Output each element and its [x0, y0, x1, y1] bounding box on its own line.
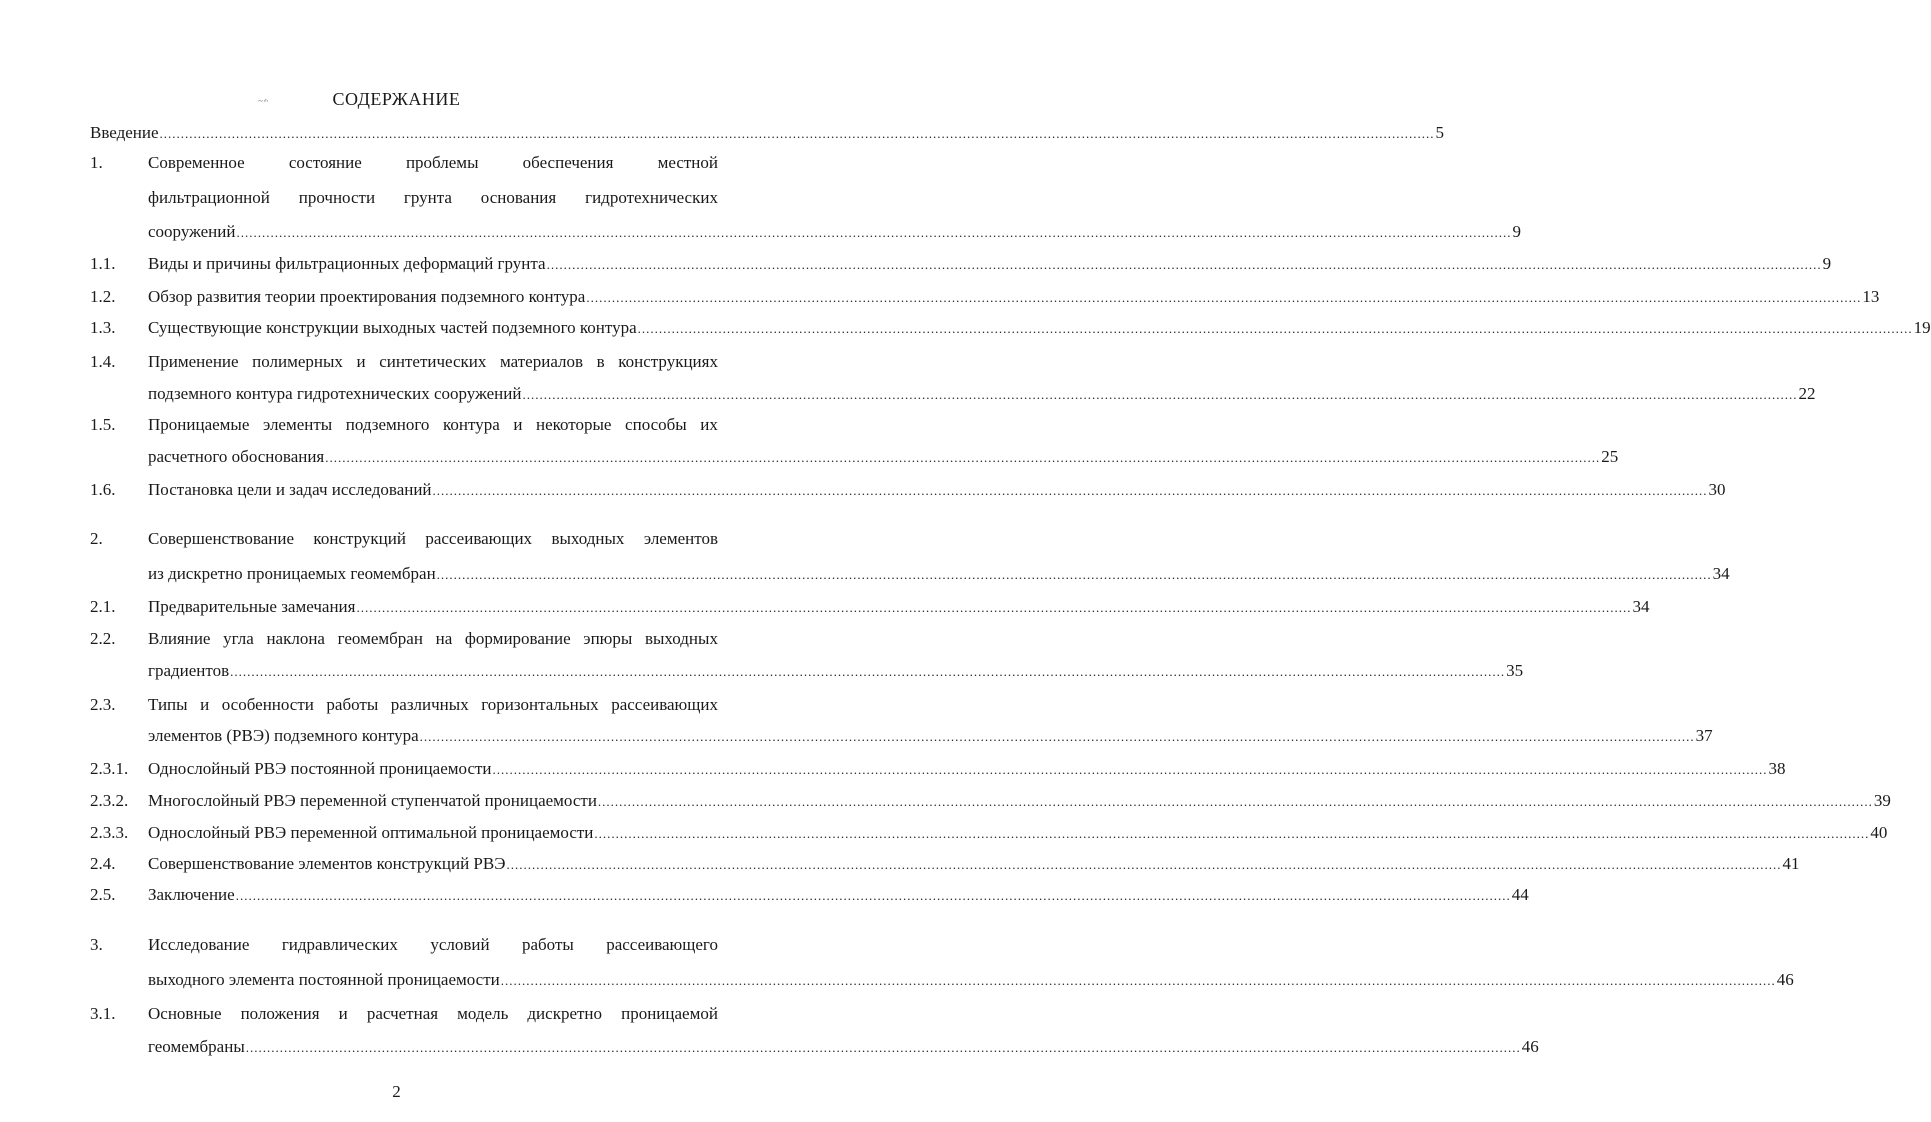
dot-leader: ............................................................................................................................................................................................................................................................................................................	[506, 857, 1782, 872]
toc-entry-number: 2.4.	[90, 854, 116, 873]
toc-entry-title: Совершенствование элементов конструкций РВЭ ............................................................................................................................................................................................................................................................................................................ 41	[148, 852, 718, 876]
toc-entry-page: 35	[1506, 661, 1524, 680]
dot-leader: ............................................................................................................................................................................................................................................................................................................	[500, 973, 1776, 988]
dot-leader: ............................................................................................................................................................................................................................................................................................................	[159, 126, 1435, 141]
toc-entry-title: Существующие конструкции выходных частей подземного контура ............................................................................................................................................................................................................................................................................................................ 19	[148, 316, 718, 340]
toc-entry-page: 30	[1708, 480, 1726, 499]
scan-speck: ~·ͬ·	[258, 96, 269, 106]
dot-leader: ............................................................................................................................................................................................................................................................................................................	[432, 483, 1708, 498]
dot-leader: ............................................................................................................................................................................................................................................................................................................	[230, 664, 1506, 679]
dot-leader: ............................................................................................................................................................................................................................................................................................................	[492, 762, 1768, 777]
dot-leader: ............................................................................................................................................................................................................................................................................................................	[356, 600, 1632, 615]
dot-leader: ............................................................................................................................................................................................................................................................................................................	[236, 225, 1512, 240]
toc-entry-number: 2.3.3.	[90, 823, 129, 842]
toc-entry-text-line: Проницаемые элементы подземного контура и некоторые способы их	[148, 415, 718, 434]
toc-entry-text-line: Основные положения и расчетная модель дискретно проницаемой	[148, 1004, 718, 1023]
toc-entry-page: 34	[1712, 564, 1730, 583]
toc-entry-text-line: Влияние угла наклона геомембран на формирование эпюры выходных	[148, 629, 718, 648]
toc-entry-page: 38	[1768, 759, 1786, 778]
toc-entry-text-line: фильтрационной прочности грунта основания гидротехнических	[148, 188, 718, 207]
toc-entry-number: 1.2.	[90, 287, 116, 306]
toc-entry-number: 1.3.	[90, 318, 116, 337]
toc-entry-title: расчетного обоснования ............................................................................................................................................................................................................................................................................................................ 25	[148, 445, 718, 469]
toc-entry-page: 13	[1862, 287, 1880, 306]
toc-entry-text-line: Применение полимерных и синтетических материалов в конструкциях	[148, 352, 718, 371]
page-number: 2	[392, 1082, 401, 1101]
toc-entry-number: 1.6.	[90, 480, 116, 499]
toc-entry-title: Заключение ............................................................................................................................................................................................................................................................................................................ 44	[148, 883, 718, 907]
toc-entry-page: 19	[1913, 318, 1931, 337]
toc-entry-title: Виды и причины фильтрационных деформаций грунта ............................................................................................................................................................................................................................................................................................................ 9	[148, 252, 718, 276]
toc-entry-number: 2.2.	[90, 629, 116, 648]
dot-leader: ............................................................................................................................................................................................................................................................................................................	[586, 290, 1862, 305]
toc-entry-page: 44	[1511, 885, 1529, 904]
toc-entry-title: Многослойный РВЭ переменной ступенчатой проницаемости ............................................................................................................................................................................................................................................................................................................ 39	[148, 789, 718, 813]
toc-entry-page: 22	[1798, 384, 1816, 403]
toc-entry-number: 2.1.	[90, 597, 116, 616]
toc-entry-title: Предварительные замечания ............................................................................................................................................................................................................................................................................................................ 34	[148, 595, 718, 619]
dot-leader: ............................................................................................................................................................................................................................................................................................................	[637, 321, 1913, 336]
toc-entry-number: 3.	[90, 935, 103, 954]
toc-entry-title: градиентов ............................................................................................................................................................................................................................................................................................................ 35	[148, 659, 718, 683]
toc-entry-text-line: Современное состояние проблемы обеспечения местной	[148, 153, 718, 172]
toc-entry-page: 40	[1870, 823, 1888, 842]
toc-entry-title: Однослойный РВЭ переменной оптимальной проницаемости ............................................................................................................................................................................................................................................................................................................ 40	[148, 821, 718, 845]
toc-entry-number: 2.3.2.	[90, 791, 129, 810]
toc-entry-number: 2.3.	[90, 695, 116, 714]
dot-leader: ............................................................................................................................................................................................................................................................................................................	[594, 826, 1870, 841]
dot-leader: ............................................................................................................................................................................................................................................................................................................	[597, 794, 1873, 809]
toc-entry-page: 5	[1435, 123, 1445, 142]
dot-leader: ............................................................................................................................................................................................................................................................................................................	[546, 257, 1822, 272]
toc-entry-title: геомембраны ............................................................................................................................................................................................................................................................................................................ 46	[148, 1035, 718, 1059]
toc-entry-number: 1.5.	[90, 415, 116, 434]
toc-entry-number: 2.5.	[90, 885, 116, 904]
toc-entry-title: сооружений ............................................................................................................................................................................................................................................................................................................ 9	[148, 220, 718, 244]
toc-entry-number: 2.3.1.	[90, 759, 129, 778]
toc-entry-title: подземного контура гидротехнических сооружений ............................................................................................................................................................................................................................................................................................................ 22	[148, 382, 718, 406]
toc-entry-title: Постановка цели и задач исследований ............................................................................................................................................................................................................................................................................................................ 30	[148, 478, 718, 502]
toc-entry-page: 9	[1512, 222, 1521, 241]
dot-leader: ............................................................................................................................................................................................................................................................................................................	[325, 450, 1601, 465]
dot-leader: ............................................................................................................................................................................................................................................................................................................	[436, 567, 1712, 582]
toc-entry-text-line: Типы и особенности работы различных горизонтальных рассеивающих	[148, 695, 718, 714]
toc-entry-text-line: Совершенствование конструкций рассеивающих выходных элементов	[148, 529, 718, 548]
toc-entry-number: 1.4.	[90, 352, 116, 371]
toc-entry-title: Однослойный РВЭ постоянной проницаемости ............................................................................................................................................................................................................................................................................................................ 38	[148, 757, 718, 781]
toc-entry-title: элементов (РВЭ) подземного контура ............................................................................................................................................................................................................................................................................................................ 37	[148, 724, 718, 748]
toc-entry-text-line: Исследование гидравлических условий работы рассеивающего	[148, 935, 718, 954]
toc-entry-title: из дискретно проницаемых геомембран ............................................................................................................................................................................................................................................................................................................ 34	[148, 562, 718, 586]
toc-entry-number: 1.1.	[90, 254, 116, 273]
toc-entry-number: 1.	[90, 153, 103, 172]
page-title: СОДЕРЖАНИЕ	[332, 89, 461, 109]
toc-entry-page: 37	[1695, 726, 1713, 745]
toc-entry-number: 3.1.	[90, 1004, 116, 1023]
toc-entry-page: 41	[1782, 854, 1800, 873]
toc-entry-page: 46	[1776, 970, 1794, 989]
toc-entry-page: 9	[1822, 254, 1832, 273]
dot-leader: ............................................................................................................................................................................................................................................................................................................	[522, 387, 1798, 402]
dot-leader: ............................................................................................................................................................................................................................................................................................................	[245, 1040, 1521, 1055]
toc-entry-page: 25	[1601, 447, 1619, 466]
toc-entry-title: Введение ............................................................................................................................................................................................................................................................................................................ 5	[90, 121, 718, 145]
toc-entry-title: выходного элемента постоянной проницаемости ............................................................................................................................................................................................................................................................................................................ 46	[148, 968, 718, 992]
toc-entry-page: 34	[1632, 597, 1650, 616]
toc-entry-title: Обзор развития теории проектирования подземного контура ............................................................................................................................................................................................................................................................................................................ 13	[148, 285, 718, 309]
toc-entry-page: 39	[1873, 791, 1891, 810]
toc-entry-page: 46	[1521, 1037, 1539, 1056]
toc-entry-number: 2.	[90, 529, 103, 548]
dot-leader: ............................................................................................................................................................................................................................................................................................................	[235, 888, 1511, 903]
dot-leader: ............................................................................................................................................................................................................................................................................................................	[419, 729, 1695, 744]
